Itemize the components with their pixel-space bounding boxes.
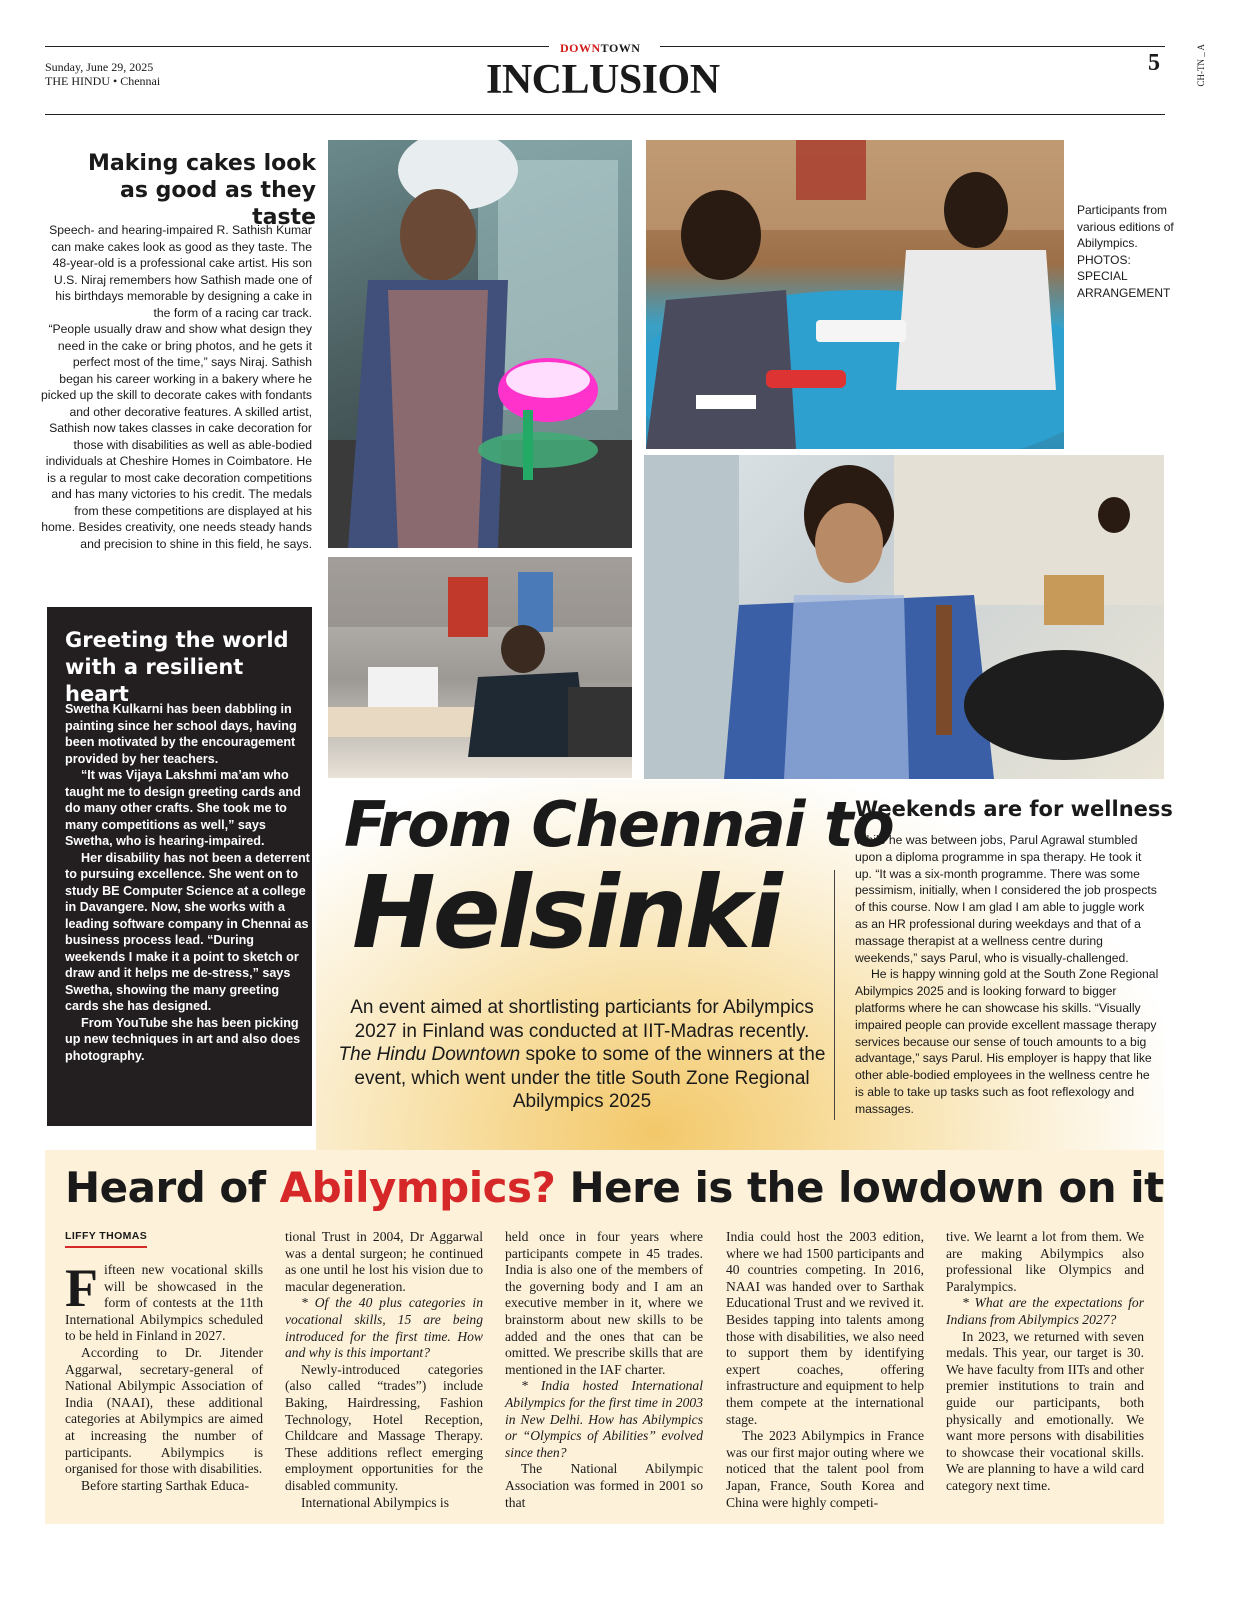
greeting-story-box	[47, 607, 312, 1126]
hero-title-line1: From Chennai to	[344, 788, 894, 861]
article-paragraph: Newly-introduced categories (also called “trades”) include Baking, Hairdressing, Fashion Technology, Hotel Reception, Childcare and Massage Therapy. These additions reflect emerging employment opportunities for the disabled community.	[285, 1361, 483, 1493]
abilympics-headline-a: Heard of	[65, 1163, 280, 1212]
hero-deck	[336, 996, 828, 1114]
section-title: INCLUSION	[486, 57, 720, 103]
cake-story-headline: Making cakes look as good as they taste	[88, 151, 316, 230]
article-paragraph: tive. We learnt a lot from them. We are making Abilympics also professional like Olympics and Paralympics.	[946, 1229, 1144, 1294]
masthead-rule-right	[660, 46, 1165, 47]
article-question: * Of the 40 plus categories in vocational skills, 15 are being introduced for the first time. How and why is this important?	[285, 1295, 483, 1361]
craft-workshop-illustration	[646, 140, 1064, 449]
greeting-story-paragraph: From YouTube she has been picking up new techniques in art and also does photography.	[65, 1015, 301, 1063]
article-paragraph: Before starting Sarthak Educa-	[81, 1477, 249, 1493]
article-column-4	[726, 1229, 924, 1511]
photo-caption: Participants from various editions of Abilympics. PHOTOS: SPECIAL ARRANGEMENT	[1077, 203, 1174, 300]
issue-date: Sunday, June 29, 2025	[45, 60, 154, 74]
cake-story-paragraph: “People usually draw and show what design they need in the cake or bring photos, and he gets it perfect most of the time,” says Niraj. Sathish began his career working in a bakery where he picked up the skill to decorate cakes with fondants and other decorative features. A skilled artist, Sathish now takes classes in cake decoration for those with disabilities as well as able-bodied individuals at Cheshire Homes in Coimbatore. He is a regular to most cake decoration competitions and has many victories to his credit. The medals from these competitions are displayed at his home. Besides creativity, one needs steady hands and precision to shine in this field, he says.	[41, 322, 312, 551]
masthead-rule-left	[45, 46, 549, 47]
tailoring-illustration	[328, 557, 632, 778]
greeting-story-body	[65, 701, 310, 1064]
greeting-story-paragraph: Her disability has not been a deterrent to pursuing excellence. She went on to study BE Computer Science at a college in Davangere. Now, she works with a leading software company in Chennai as business process lead. “During weekends I make it a point to sketch or draw and it helps me de-stress,” says Swetha, showing the many greeting cards she has designed.	[65, 850, 310, 1013]
hero-deck-italic: The Hindu Downtown	[338, 1044, 521, 1065]
article-paragraph: tional Trust in 2004, Dr Aggarwal was a dental surgeon; he continued as one until he lost his vision due to macular degeneration.	[285, 1229, 483, 1294]
tailoring-photo	[328, 557, 632, 778]
greeting-story-paragraph: Swetha Kulkarni has been dabbling in painting since her school days, having been motivated by the encouragement provided by her teachers.	[65, 702, 297, 766]
cake-story-paragraph: Speech- and hearing-impaired R. Sathish Kumar can make cakes look as good as they taste. The 48-year-old is a professional cake artist. His son U.S. Niraj remembers how Sathish made one of his birthdays memorable by designing a cake in the form of a racing car track.	[49, 223, 312, 320]
downtown-logo-town: TOWN	[600, 41, 641, 55]
article-paragraph: The 2023 Abilympics in France was our first major outing where we noticed that the talent pool from Japan, France, South Korea and China were highly competi-	[726, 1428, 924, 1510]
page-number: 5	[1148, 50, 1160, 76]
article-paragraph: held once in four years where participants compete in 45 trades. India is also one of the members of the governing body and I am an executive member in it, where we brainstorm about new skills to be added and the ones that can be omitted. We prescribe skills that are mentioned in the IAF charter.	[505, 1229, 703, 1377]
article-column-5	[946, 1229, 1144, 1495]
wellness-story-headline: Weekends are for wellness	[855, 797, 1173, 821]
abilympics-headline-c: Here is the lowdown on it	[555, 1163, 1164, 1212]
article-paragraph: In 2023, we returned with seven medals. This year, our target is 30. We have faculty from IITs and other premier institutions to train and guide our participants, both physically and emotionally. We want more persons with disabilities to showcase their vocational skills. We are planning to have a wild card category next time.	[946, 1328, 1144, 1493]
hero-title-line2: Helsinki	[352, 854, 780, 971]
article-question: * India hosted International Abilympics for the first time in 2003 in New Delhi. How has Abilympics or “Olympics of Abilities” evolved since then?	[505, 1378, 703, 1460]
abilympics-headline-b: Abilympics?	[279, 1163, 556, 1212]
greeting-story-headline: Greeting the world with a resilient heart	[65, 628, 289, 706]
paper-name: THE HINDU	[45, 74, 110, 88]
article-paragraph: India could host the 2003 edition, where we had 1500 participants and 40 countries competing. In 2016, NAAI was handed over to Sarthak Educational Trust and we revived it. Besides tapping into talents among those with disabilities, we also need to support them by identifying expert coaches, offering infrastructure and equipment to help them compete at the international stage.	[726, 1229, 924, 1427]
abilympics-headline	[65, 1158, 1164, 1218]
wellness-story-body	[855, 832, 1160, 1118]
article-paragraph: The National Abilympic Association was formed in 2001 so that	[505, 1461, 703, 1510]
greeting-story-paragraph: “It was Vijaya Lakshmi ma’am who taught me to design greeting cards and do many other crafts. She took me to many competitions as well,” says Swetha, who is hearing-impaired.	[65, 768, 301, 848]
downtown-logo-down: DOWN	[560, 41, 601, 55]
hero-deck-part1: An event aimed at shortlisting particiants for Abilympics 2027 in Finland was conducted at IIT-Madras recently.	[350, 997, 814, 1042]
cake-story-body	[40, 222, 312, 552]
cake-artist-illustration	[328, 140, 632, 548]
paper-city-line: THE HINDU • Chennai	[45, 74, 161, 88]
article-question: * What are the expectations for Indians from Abilympics 2027?	[946, 1295, 1144, 1327]
city-name: Chennai	[120, 74, 161, 88]
wellness-divider	[834, 870, 835, 1120]
edition-code: CH-TN _ A	[1196, 44, 1206, 87]
downtown-logo	[560, 41, 640, 56]
cake-artist-photo	[328, 140, 632, 548]
wellness-story-paragraph: While he was between jobs, Parul Agrawal stumbled upon a diploma programme in spa therapy. He took it up. “It was a six-month programme. There was some pessimism, initially, when I considered the job prospects of this course. Now I am glad I am able to juggle work as an HR professional during weekdays and that of a massage therapist at a wellness centre during weekends,” says Parul, who is visually-challenged.	[855, 833, 1157, 965]
masthead-rule-bottom	[45, 114, 1165, 115]
hero-deck-part2: spoke to some of the winners at the event, which went under the title South Zone Regional Abilympics 2025	[354, 1044, 826, 1112]
article-paragraph-text: ifteen new vocational skills will be showcased in the form of contests at the 11th International Abilympics scheduled to be held in Finland in 2027.	[65, 1262, 263, 1344]
article-column-3	[505, 1229, 703, 1511]
article-column-2	[285, 1229, 483, 1511]
student-craft-photo	[644, 455, 1164, 779]
wellness-story-paragraph: He is happy winning gold at the South Zone Regional Abilympics 2025 and is looking forward to bigger platforms where he can showcase his skills. “Visually impaired people can provide excellent massage therapy services because our sense of touch amounts to a big advantage,” says Parul. His employer is happy that like other able-bodied employees in the wellness centre he is able to take up tasks such as foot reflexology and massages.	[855, 967, 1159, 1116]
article-paragraph: According to Dr. Jitender Aggarwal, secretary-general of National Abilympic Association of India (NAAI), these additional categories at Abilympics are aimed at increasing the number of participants. Abilympics is organised for those with disabilities.	[65, 1344, 263, 1477]
article-paragraph: International Abilympics is	[301, 1494, 449, 1510]
craft-workshop-photo	[646, 140, 1064, 449]
byline: LIFFY THOMAS	[65, 1230, 147, 1248]
article-paragraph	[65, 1258, 263, 1345]
drop-cap: F	[65, 1258, 98, 1318]
student-craft-illustration	[644, 455, 1164, 779]
article-column-1	[65, 1258, 263, 1494]
